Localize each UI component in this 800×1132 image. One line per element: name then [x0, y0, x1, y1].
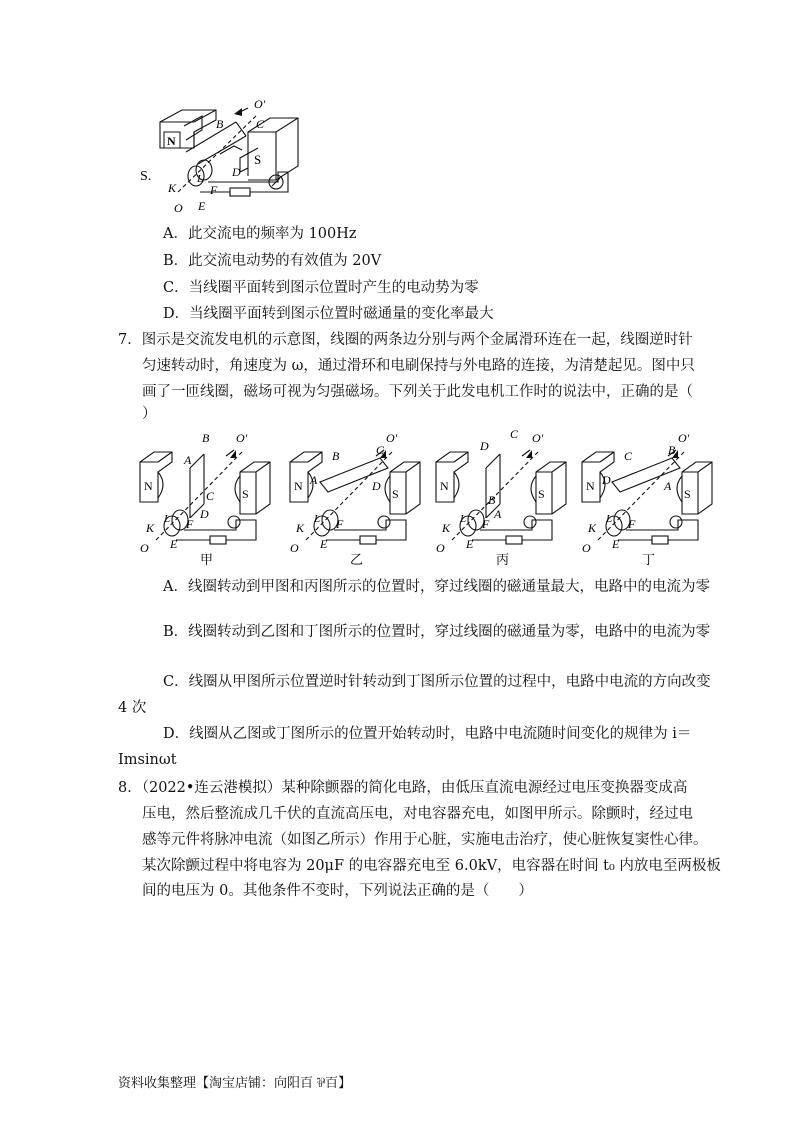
q7-figures-row — [130, 428, 720, 568]
q8-stem-line-1: 8．（2022•连云港模拟）某种除颤器的简化电路，由低压直流电源经过电压变换器变成高 — [118, 780, 688, 796]
label-s: S — [254, 152, 262, 167]
label-s: S — [684, 487, 691, 501]
label-k: K — [146, 521, 155, 535]
figure-caption: 乙 — [350, 552, 364, 567]
label-n: N — [294, 479, 303, 493]
label-e: E — [198, 199, 206, 213]
label-e: E — [612, 537, 620, 551]
q7-option-c-continued: 4 次 — [118, 700, 147, 716]
label-n: N — [440, 479, 449, 493]
label-n: N — [167, 134, 176, 148]
label-mid-right: B — [488, 493, 496, 507]
generator-figure-yi — [280, 428, 428, 568]
label-o-prime: O′ — [254, 97, 266, 111]
label-n: N — [586, 479, 595, 493]
q6-option-d: D．当线圈平面转到图示位置时磁通量的变化率最大 — [163, 306, 494, 322]
q8-stem-line-3: 感等元件将脉冲电流（如图乙所示）作用于心脏，实施电击治疗，使心脏恢复窦性心律。 — [142, 832, 708, 848]
label-f: F — [186, 517, 194, 531]
label-o: O — [436, 541, 445, 555]
label-mid-left: A — [184, 453, 192, 467]
label-f: F — [482, 517, 490, 531]
q7-stem-line-4: ） — [142, 406, 157, 422]
label-c: C — [256, 117, 265, 131]
label-mid-right: C — [376, 443, 385, 457]
option-s-label: S. — [140, 169, 152, 184]
label-o-prime: O′ — [678, 431, 690, 445]
label-s: S — [538, 487, 545, 501]
label-k: K — [296, 521, 305, 535]
figure-caption: 丁 — [642, 552, 656, 567]
generator-figure-s — [138, 96, 308, 216]
q6-option-a: A．此交流电的频率为 100Hz — [163, 226, 357, 242]
label-mid-left: D — [602, 473, 611, 487]
q8-stem-line-4: 某次除颤过程中将电容为 20μF 的电容器充电至 6.0kV，电容器在时间 t₀ 内放电至两极板 — [142, 858, 721, 874]
label-top-left: C — [624, 449, 633, 463]
label-o: O — [174, 201, 183, 215]
generator-figure-bing — [426, 428, 574, 568]
label-n: N — [144, 479, 153, 493]
q7-stem-line-2: 匀速转动时，角速度为 ω，通过滑环和电刷保持与外电路的连接，为清楚起见。图中只 — [142, 358, 695, 374]
label-l: L — [606, 513, 613, 525]
figure-caption: 丙 — [496, 552, 510, 567]
label-s: S — [242, 487, 249, 501]
label-bottom: D — [372, 479, 381, 493]
label-o-prime: O′ — [236, 431, 248, 445]
label-e: E — [320, 537, 328, 551]
label-top-left: B — [332, 449, 340, 463]
label-o-prime: O′ — [532, 431, 544, 445]
label-top-left: D — [480, 439, 489, 453]
label-k: K — [588, 521, 597, 535]
label-e: E — [466, 537, 474, 551]
label-s: S — [392, 487, 399, 501]
q7-option-d: D．线圈从乙图或丁图所示的位置开始转动时，电路中电流随时间变化的规律为 i＝ — [163, 726, 692, 742]
label-l: L — [314, 513, 321, 525]
label-bottom: D — [200, 507, 209, 521]
generator-figure-ding — [572, 428, 720, 568]
label-mid-left: A — [310, 473, 318, 487]
generator-figure-jia — [130, 428, 278, 568]
label-e: E — [170, 537, 178, 551]
label-mid-right: B — [668, 443, 676, 457]
q7-option-c: C．线圈从甲图所示位置逆时针转动到丁图所示位置的过程中，电路中电流的方向改变 — [163, 674, 711, 690]
q8-stem-line-2: 压电，然后整流成几千伏的直流高压电，对电容器充电，如图甲所示。除颤时，经过电 — [142, 806, 693, 822]
label-f: F — [210, 183, 218, 197]
label-d: D — [232, 165, 241, 179]
q7-option-d-continued: Imsinωt — [118, 752, 177, 768]
label-o: O — [290, 541, 299, 555]
label-k: K — [168, 181, 177, 195]
q6-option-b: B．此交流电动势的有效值为 20V — [163, 253, 382, 269]
label-bottom: A — [664, 479, 672, 493]
figure-caption: 甲 — [200, 552, 214, 567]
label-b: B — [216, 117, 224, 131]
q7-option-b: B．线圈转动到乙图和丁图所示的位置时，穿过线圈的磁通量为零，电路中的电流为零 — [163, 624, 711, 640]
q6-option-c: C．当线圈平面转到图示位置时产生的电动势为零 — [163, 280, 479, 296]
label-o-prime: O′ — [386, 431, 398, 445]
label-k: K — [442, 521, 451, 535]
label-f: F — [628, 517, 636, 531]
label-l: L — [460, 513, 467, 525]
label-top-left: B — [202, 431, 210, 445]
q7-stem-line-1: 7．图示是交流发电机的示意图，线圈的两条边分别与两个金属滑环连在一起，线圈逆时针 — [118, 332, 693, 348]
label-o: O — [140, 541, 149, 555]
label-mid-right: C — [206, 489, 215, 503]
label-mid-left: C — [510, 428, 519, 441]
q7-stem-line-3: 画了一匝线圈，磁场可视为匀强磁场。下列关于此发电机工作时的说法中，正确的是（ — [142, 384, 693, 400]
label-bottom: A — [494, 507, 502, 521]
label-o: O — [582, 541, 591, 555]
label-l: L — [197, 173, 204, 185]
q7-option-a: A．线圈转动到甲图和丙图所示的位置时，穿过线圈的磁通量最大，电路中的电流为零 — [163, 579, 710, 595]
label-l: L — [164, 513, 171, 525]
q8-stem-line-5: 间的电压为 0。其他条件不变时，下列说法正确的是（ ） — [142, 883, 533, 899]
label-f: F — [336, 517, 344, 531]
page-footer: 资料收集整理【淘宝店铺：向阳百 ⅌百】 — [118, 1075, 352, 1090]
